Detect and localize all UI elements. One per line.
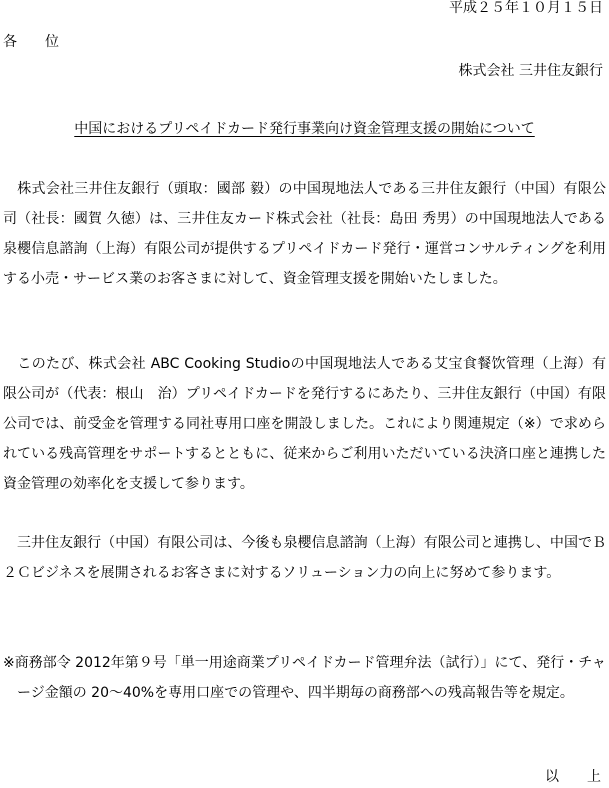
footnote: ※商務部令 2012年第９号「単一用途商業プリペイドカード管理弁法（試行）」にて、発行・チャージ金額の 20～40%を専用口座での管理や、四半期毎の商務部への残高報告等を規定。: [3, 655, 606, 701]
addressee: 各 位: [3, 34, 59, 50]
document-date: 平成２５年１０月１５日: [449, 0, 603, 16]
body-paragraph-2: このたび、株式会社 ABC Cooking Studioの中国現地法人である艾宝食餐饮管理（上海）有限公司が（代表：根山 治）プリペイドカードを発行するにあたり、三井住友銀行（中国）有限公司では、前受金を管理する同社専用口座を開設しました。これにより関連規定（※）で求められている残高管理をサポートするとともに、従来からご利用いただいている決済口座と連携した資金管理の効率化を支援して参ります。: [3, 356, 606, 492]
closing-mark: 以 上: [545, 769, 601, 785]
document-title-text: 中国におけるプリペイドカード発行事業向け資金管理支援の開始について: [74, 121, 535, 137]
body-paragraph-1: 株式会社三井住友銀行（頭取：國部 毅）の中国現地法人である三井住友銀行（中国）有限公司（社長：國賀 久徳）は、三井住友カード株式会社（社長：島田 秀男）の中国現地法人である泉櫻信息諮詢（上海）有限公司が提供するプリペイドカード発行・運営コンサルティングを利用する小売・サービス業のお客さまに対して、資金管理支援を開始いたしました。: [3, 181, 606, 287]
body-paragraph-3: 三井住友銀行（中国）有限公司は、今後も泉櫻信息諮詢（上海）有限公司と連携し、中国でＢ２Ｃビジネスを展開されるお客さまに対するソリューション力の向上に努めて参ります。: [3, 535, 606, 581]
document-title: [0, 120, 609, 138]
sender-name: 株式会社 三井住友銀行: [458, 63, 603, 79]
